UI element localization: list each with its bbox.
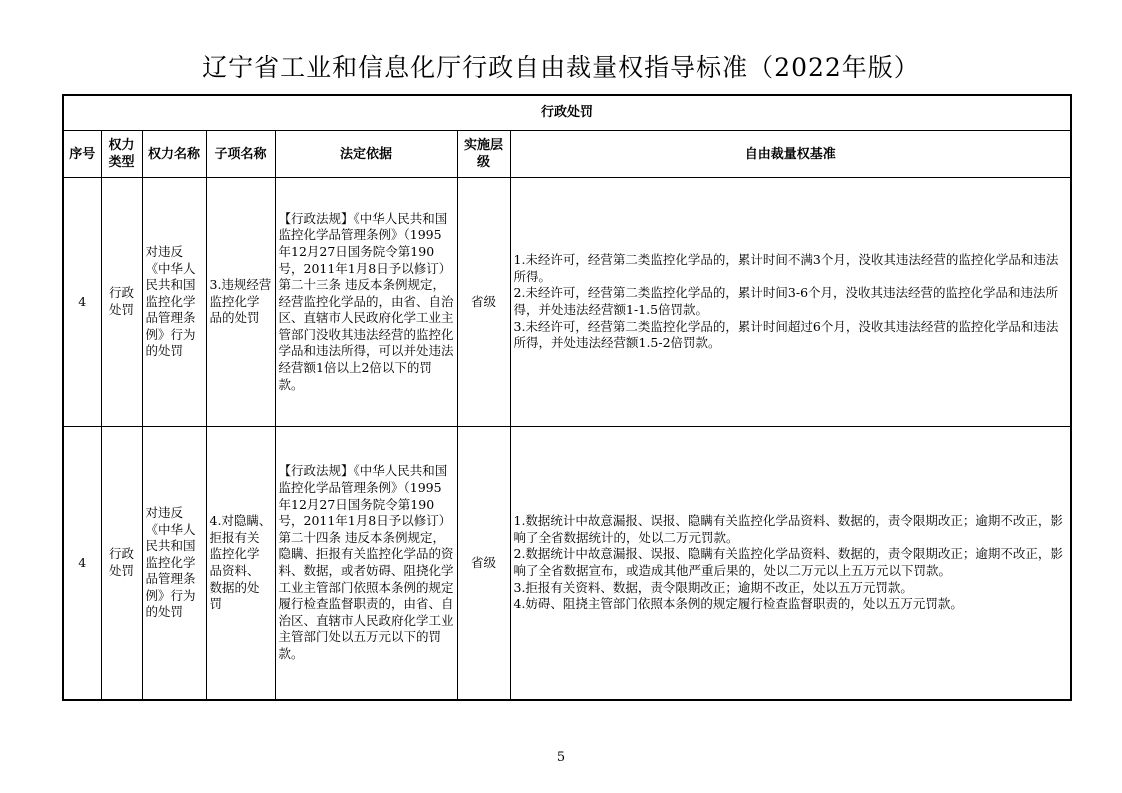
header-seq: 序号	[63, 131, 101, 178]
cell-basis: 【行政法规】《中华人民共和国监控化学品管理条例》（1995年12月27日国务院令第190号，2011年1月8日予以修订）第二十四条 违反本条例规定，隐瞒、拒报有关监控化学品的资料、数据，或者妨碍、阻挠化学工业主管部门依照本条例的规定履行检查监督职责的，由省、自治区、直辖市人民政府化学工业主管部门处以五万元以下的罚款。	[275, 427, 457, 701]
standard-item: 3.拒报有关资料、数据，责令限期改正；逾期不改正，处以五万元罚款。	[513, 579, 913, 595]
cell-name: 对违反《中华人民共和国监控化学品管理条例》行为的处罚	[142, 427, 206, 701]
cell-type: 行政处罚	[101, 427, 142, 701]
header-standard: 自由裁量权基准	[510, 131, 1071, 178]
cell-level: 省级	[457, 427, 510, 701]
cell-seq: 4	[63, 178, 101, 427]
table-caption: 行政处罚	[63, 95, 1071, 131]
header-type: 权力类型	[101, 131, 142, 178]
header-sub: 子项名称	[206, 131, 275, 178]
cell-sub: 3.违规经营监控化学品的处罚	[206, 178, 275, 427]
header-basis: 法定依据	[275, 131, 457, 178]
standard-item: 1.未经许可，经营第二类监控化学品的，累计时间不满3个月，没收其违法经营的监控化学品和违法所得。	[513, 252, 1059, 284]
standard-item: 1.数据统计中故意漏报、误报、隐瞒有关监控化学品资料、数据的，责令限期改正；逾期不改正，影响了全省数据统计的，处以二万元罚款。	[513, 513, 1063, 545]
table-row	[63, 427, 1071, 701]
table-row	[63, 178, 1071, 427]
header-name: 权力名称	[142, 131, 206, 178]
standard-item: 2.未经许可，经营第二类监控化学品的，累计时间3-6个月，没收其违法经营的监控化学品和违法所得，并处违法经营额1-1.5倍罚款。	[513, 285, 1059, 317]
cell-type: 行政处罚	[101, 178, 142, 427]
discretion-standard-table	[62, 94, 1072, 701]
cell-name: 对违反《中华人民共和国监控化学品管理条例》行为的处罚	[142, 178, 206, 427]
cell-standard	[510, 178, 1071, 427]
standard-item: 2.数据统计中故意漏报、误报、隐瞒有关监控化学品资料、数据的，责令限期改正；逾期不改正，影响了全省数据宣布，或造成其他严重后果的，处以二万元以上五万元以下罚款。	[513, 546, 1063, 578]
table-caption-row	[63, 95, 1071, 131]
cell-level: 省级	[457, 178, 510, 427]
cell-basis: 【行政法规】《中华人民共和国监控化学品管理条例》（1995年12月27日国务院令第190号，2011年1月8日予以修订）第二十三条 违反本条例规定，经营监控化学品的，由省、自治区、直辖市人民政府化学工业主管部门没收其违法经营的监控化学品和违法所得，可以并处违法经营额1倍以上2倍以下的罚款。	[275, 178, 457, 427]
cell-seq: 4	[63, 427, 101, 701]
page-number: 5	[556, 750, 566, 765]
document-title: 辽宁省工业和信息化厅行政自由裁量权指导标准（2022年版）	[202, 53, 920, 82]
standard-item: 4.妨碍、阻挠主管部门依照本条例的规定履行检查监督职责的，处以五万元罚款。	[513, 596, 963, 612]
standard-item: 3.未经许可，经营第二类监控化学品的，累计时间超过6个月，没收其违法经营的监控化学品和违法所得，并处违法经营额1.5-2倍罚款。	[513, 318, 1059, 351]
cell-sub: 4.对隐瞒、拒报有关监控化学品资料、数据的处罚	[206, 427, 275, 701]
table-header-row	[63, 131, 1071, 178]
cell-standard	[510, 427, 1071, 701]
header-level: 实施层级	[457, 131, 510, 178]
